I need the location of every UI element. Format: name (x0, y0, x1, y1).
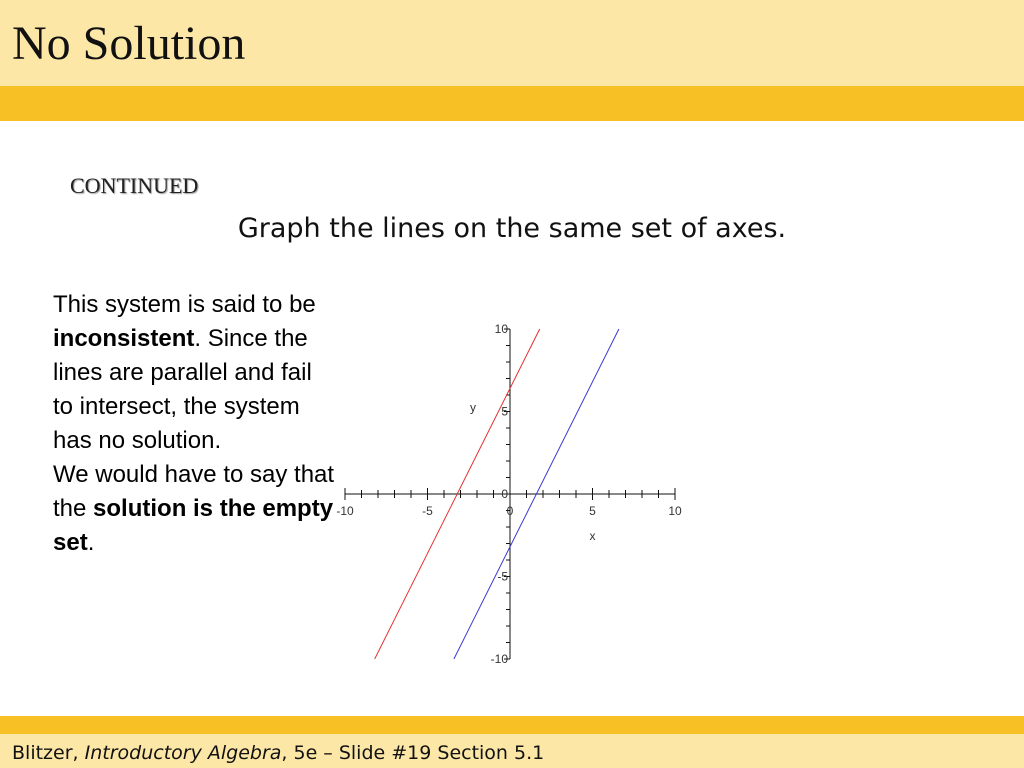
footer-citation (12, 742, 544, 764)
explanation-text-1a: This system is said to be (53, 291, 316, 318)
explanation-bold-empty-set: solution is the empty set (53, 495, 334, 556)
x-tick-label: -10 (336, 504, 354, 518)
slide-title: No Solution (12, 17, 246, 70)
y-tick-label: -10 (490, 652, 508, 666)
x-tick-label: 10 (668, 504, 682, 518)
explanation-text-1b: . Since the lines are parallel and fail to intersect, the system has no solution. (53, 325, 312, 454)
title-accent-stripe (0, 86, 1024, 121)
y-tick-label: -5 (497, 569, 508, 584)
x-tick-label: -5 (422, 504, 433, 518)
subtitle-text: Graph the lines on the same set of axes. (237, 213, 787, 244)
footer-accent-stripe (0, 716, 1024, 734)
footer-author: Blitzer, (12, 742, 85, 764)
axes-group (336, 322, 682, 666)
x-tick-label: 5 (589, 504, 596, 518)
footer-slide-info: , 5e – Slide #19 Section 5.1 (281, 742, 545, 764)
explanation-text-2b: . (87, 529, 95, 556)
slide-subtitle (0, 213, 1024, 244)
y-tick-label: 10 (494, 322, 508, 336)
explanation-text (53, 288, 338, 560)
explanation-bold-inconsistent: inconsistent (53, 325, 195, 352)
x-tick-label: 0 (506, 504, 514, 518)
y-tick-label: 0 (501, 487, 508, 501)
x-axis-label: x (589, 529, 596, 543)
continued-label: CONTINUED (70, 173, 199, 198)
y-tick-label: 5 (501, 404, 508, 419)
footer-book-title: Introductory Algebra (84, 742, 282, 764)
y-axis-label: y (470, 400, 476, 415)
explanation-text-2a: We would have to say that the (53, 461, 335, 522)
coordinate-graph (330, 318, 690, 668)
